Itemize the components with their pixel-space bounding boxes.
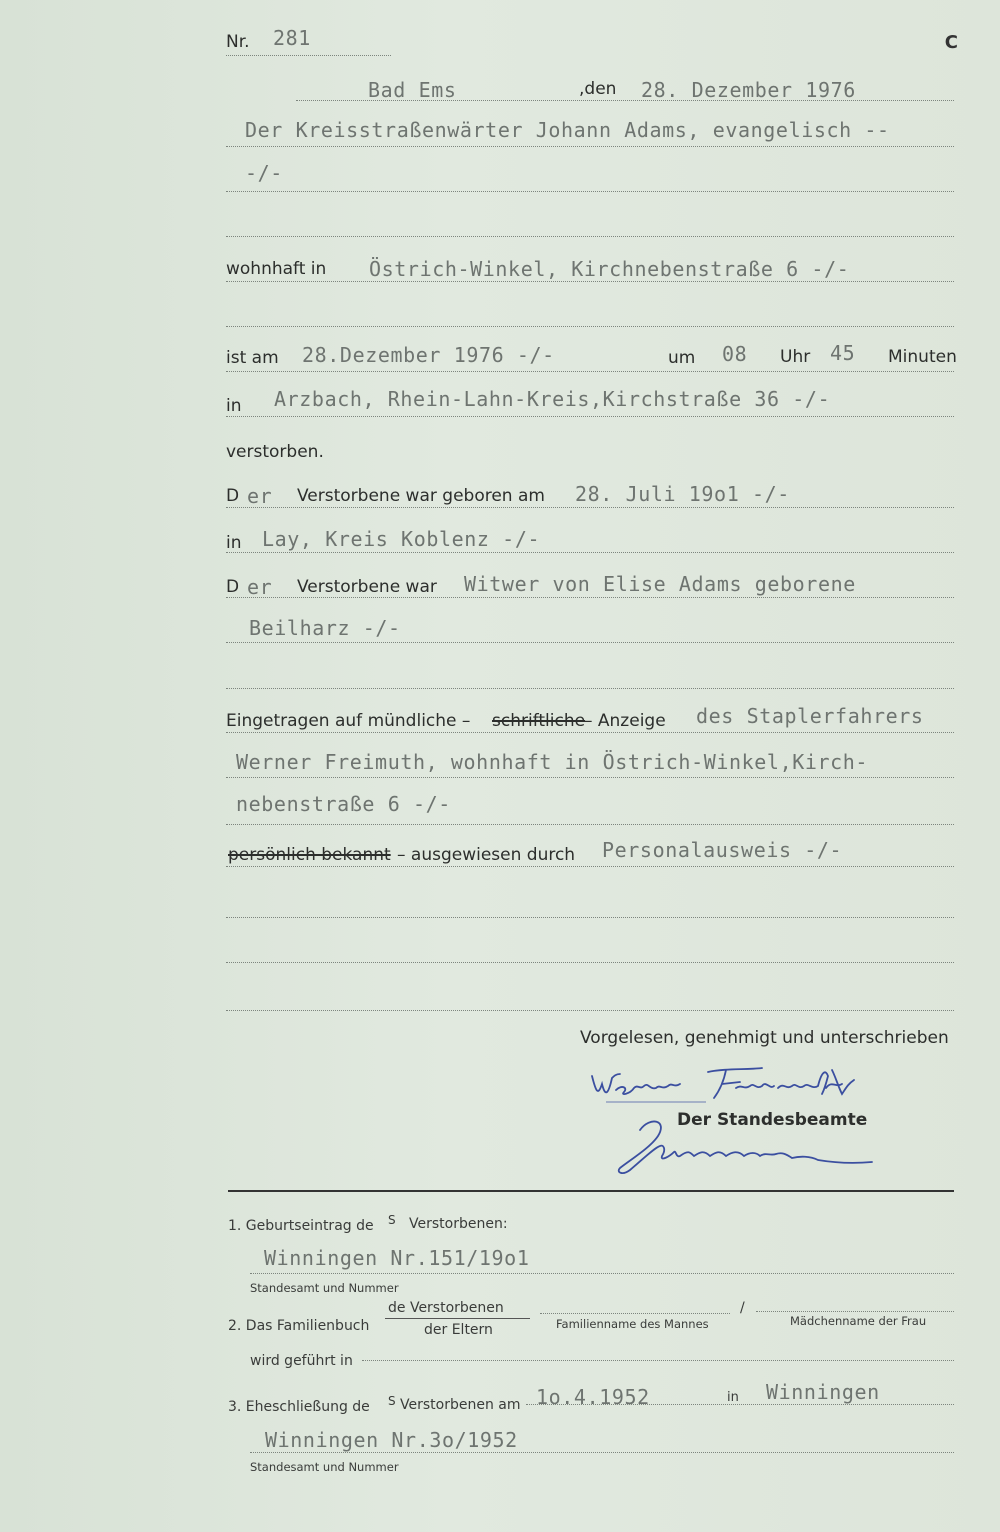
identification-struck: persönlich bekannt: [228, 845, 391, 865]
death-in-label: in: [226, 396, 242, 416]
footnote-3-value: Winningen Nr.3o/1952: [265, 1428, 518, 1452]
um-label: um: [668, 348, 696, 368]
identification-underline: [226, 866, 954, 867]
footnote-2-footer: wird geführt in: [250, 1353, 353, 1369]
status-underline-2: [226, 642, 954, 643]
birth-place-value: Lay, Kreis Koblenz -/-: [262, 527, 541, 551]
footnote-1-label-2: Verstorbenen:: [409, 1216, 508, 1232]
registration-line-1: des Staplerfahrers: [696, 704, 924, 728]
footnote-2-fraction-bottom: der Eltern: [424, 1322, 493, 1338]
date-value: 28. Dezember 1976: [641, 78, 856, 102]
registration-underline-1: [226, 732, 954, 733]
identification-value: Personalausweis -/-: [602, 838, 843, 862]
declarant-underline-2: [226, 191, 954, 192]
blank-line-4: [226, 917, 954, 918]
footnote-2-slash: /: [740, 1300, 745, 1316]
verstorben-label: verstorben.: [226, 442, 324, 462]
residence-value: Östrich-Winkel, Kirchnebenstraße 6 -/-: [369, 257, 850, 281]
birth-date-value: 28. Juli 19o1 -/-: [575, 482, 790, 506]
informant-signature: [586, 1062, 866, 1106]
registration-underline-3: [226, 824, 954, 825]
death-place-value: Arzbach, Rhein-Lahn-Kreis,Kirchstraße 36 -/-: [274, 387, 831, 411]
official-signature: [610, 1112, 890, 1184]
registration-label-struck: schriftliche: [492, 711, 586, 731]
city-value: Bad Ems: [368, 78, 457, 102]
birth-in-label: in: [226, 533, 242, 553]
footnote-2-label: 2. Das Familienbuch: [228, 1318, 370, 1334]
birth-label: Verstorbene war geboren am: [297, 486, 545, 506]
registration-line-2: Werner Freimuth, wohnhaft in Östrich-Winkel,Kirch-: [236, 750, 869, 774]
blank-line-3: [226, 688, 954, 689]
blank-line-6: [226, 1010, 954, 1011]
death-hour: 08: [722, 342, 748, 366]
registration-label-1: Eingetragen auf mündliche –: [226, 711, 471, 731]
footnote-3-date-underline: [526, 1404, 954, 1405]
death-date-label: ist am: [226, 348, 279, 368]
blank-line-2: [226, 326, 954, 327]
registration-line-3: nebenstraße 6 -/-: [236, 792, 451, 816]
footnote-2-col1-underline: [540, 1313, 730, 1314]
footnote-3-s: S: [388, 1394, 396, 1408]
registration-label-2: – Anzeige: [584, 711, 666, 731]
nr-underline: [226, 55, 391, 56]
status-label: Verstorbene war: [297, 577, 437, 597]
footnote-3-label: 3. Eheschließung de: [228, 1399, 370, 1415]
footnote-2-col2-caption: Mädchenname der Frau: [790, 1314, 927, 1328]
death-date-value: 28.Dezember 1976 -/-: [302, 343, 555, 367]
residence-label: wohnhaft in: [226, 259, 327, 279]
footnote-3-in: in: [727, 1390, 739, 1405]
birth-place-underline: [226, 552, 954, 553]
footnote-3-date: 1o.4.1952: [536, 1385, 650, 1409]
blank-line-5: [226, 962, 954, 963]
status-d-prefix: D: [226, 577, 240, 597]
nr-value: 281: [273, 26, 311, 50]
declarant-line-2: -/-: [245, 161, 283, 185]
section-divider: [228, 1190, 954, 1192]
footnote-3-underline: [250, 1452, 954, 1453]
date-underline: [296, 100, 954, 101]
declarant-underline-1: [226, 146, 954, 147]
footnote-1-label: 1. Geburtseintrag de: [228, 1218, 374, 1234]
official-label: Der Standesbeamte: [677, 1110, 868, 1130]
death-time-underline: [226, 371, 954, 372]
footnote-3-place: Winningen: [766, 1380, 880, 1404]
residence-underline: [226, 281, 954, 282]
identification-label: – ausgewiesen durch: [397, 845, 576, 865]
footnote-1-underline: [250, 1273, 954, 1274]
corner-mark: C: [944, 32, 958, 53]
footnote-2-col1-caption: Familienname des Mannes: [556, 1317, 709, 1331]
den-label: ,den: [579, 79, 617, 99]
footnote-1-caption: Standesamt und Nummer: [250, 1281, 399, 1295]
footnote-2-col2-underline: [756, 1311, 954, 1312]
status-underline-1: [226, 597, 954, 598]
declarant-line-1: Der Kreisstraßenwärter Johann Adams, evangelisch --: [245, 118, 890, 142]
death-place-underline: [226, 416, 954, 417]
uhr-label: Uhr: [780, 347, 811, 367]
footnote-2-footer-underline: [362, 1360, 954, 1361]
status-d-suffix: er: [247, 575, 273, 599]
footnote-1-value: Winningen Nr.151/19o1: [264, 1246, 530, 1270]
footnote-2-fraction-top: de Verstorbenen: [388, 1300, 504, 1316]
registration-underline-2: [226, 777, 954, 778]
status-line-1: Witwer von Elise Adams geborene: [464, 572, 856, 596]
birth-d-suffix: er: [247, 484, 273, 508]
birth-date-underline: [226, 507, 954, 508]
death-minutes: 45: [830, 341, 856, 365]
footnote-3-caption: Standesamt und Nummer: [250, 1460, 399, 1474]
nr-label: Nr.: [226, 32, 250, 52]
footnote-1-s: S: [388, 1213, 396, 1227]
status-line-2: Beilharz -/-: [249, 616, 401, 640]
birth-d-prefix: D: [226, 486, 240, 506]
blank-line-1: [226, 236, 954, 237]
read-approved-label: Vorgelesen, genehmigt und unterschrieben: [580, 1028, 949, 1048]
footnote-3-label-2: Verstorbenen am: [400, 1397, 521, 1413]
minuten-label: Minuten: [888, 347, 957, 367]
footnote-2-fraction-bar: [385, 1318, 530, 1319]
